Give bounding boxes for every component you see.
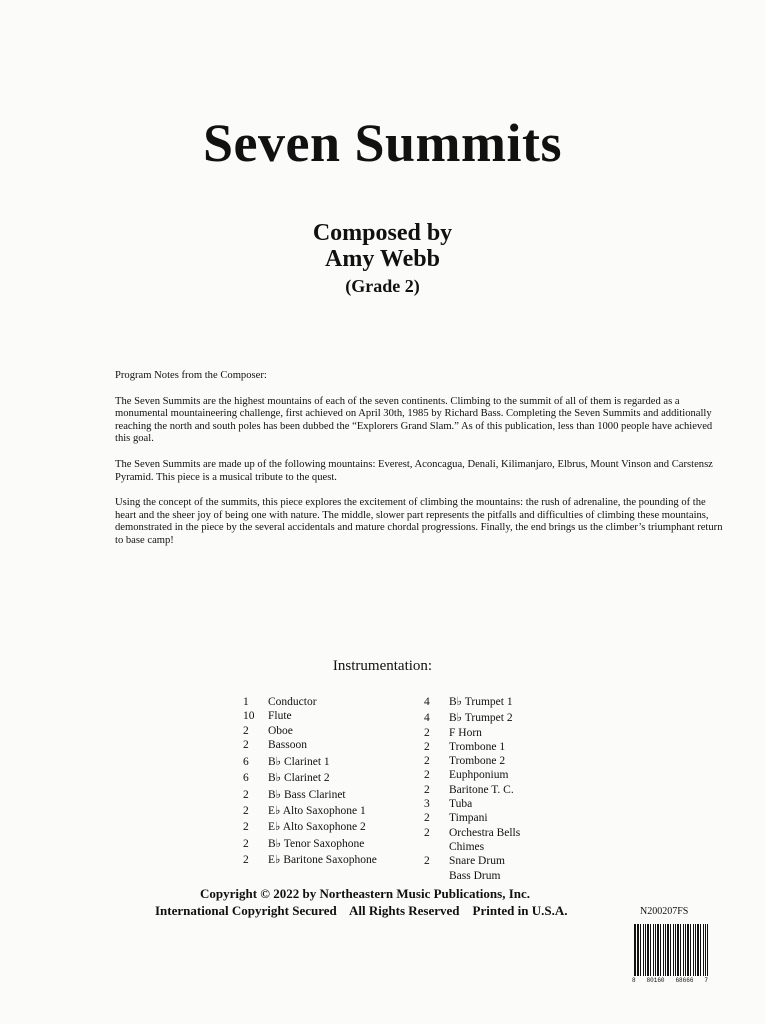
- instrument-row: [424, 797, 520, 811]
- instrument-name: B♭ Clarinet 1: [268, 756, 330, 769]
- instrumentation-heading: Instrumentation:: [332, 658, 433, 674]
- instrument-row: [424, 854, 520, 868]
- instrument-row: [424, 768, 520, 782]
- instrument-row: [243, 853, 377, 867]
- instrument-name: B♭ Tenor Saxophone: [268, 837, 365, 850]
- instrument-quantity: 2: [424, 812, 430, 825]
- instrument-quantity: [424, 869, 449, 883]
- rights-line: International Copyright Secured All Rights Reserved Printed in U.S.A.: [155, 903, 568, 918]
- instrument-quantity: 2: [243, 788, 249, 801]
- instrument-row: [424, 869, 520, 883]
- instrument-quantity: 2: [424, 726, 430, 739]
- instrument-name: E♭ Baritone Saxophone: [268, 853, 377, 866]
- instrument-quantity: 2: [243, 738, 249, 751]
- barcode-digits: [632, 977, 708, 984]
- notes-paragraph: The Seven Summits are made up of the following mountains: Everest, Aconcagua, Denali, Kilimanjaro, Elbrus, Mount Vinson and Carstensz Pyramid. This piece is a musical tribute to the quest.: [115, 458, 713, 483]
- instrument-row: [424, 783, 520, 797]
- instrument-quantity: 2: [243, 853, 249, 866]
- instrument-quantity: 10: [243, 710, 255, 723]
- page-title: Seven Summits: [202, 113, 563, 173]
- instrument-name: Oboe: [268, 724, 293, 737]
- instrument-row: [243, 820, 377, 834]
- copyright-line: Copyright © 2022 by Northeastern Music Publications, Inc.: [200, 886, 531, 901]
- instrument-row: [424, 726, 520, 740]
- instrument-name: Conductor: [268, 696, 317, 708]
- instrument-name: E♭ Alto Saxophone 1: [268, 805, 366, 818]
- notes-paragraph: The Seven Summits are the highest mountains of each of the seven continents. Climbing to the summit of all of them is regarded as a monumental mountaineering challenge, first achieved on April 30th, 1985 by Richard Bass. Completing the Seven Summits and additionally reaching the north and south poles has been dubbed the “Explorers Grand Slam.” As of this publication, less than 1000 people have achieved this goal.: [115, 395, 713, 445]
- instrument-quantity: 4: [424, 696, 430, 708]
- instrument-name: Flute: [268, 710, 292, 723]
- instrument-quantity: 2: [424, 755, 430, 768]
- instrument-quantity: 2: [243, 837, 249, 850]
- instrument-row: [424, 826, 520, 840]
- instrument-quantity: 3: [424, 798, 430, 811]
- instrument-name: F Horn: [449, 726, 482, 739]
- instrument-quantity: 2: [243, 724, 249, 737]
- instrument-row: [243, 804, 377, 818]
- composer-name: Amy Webb: [325, 246, 440, 273]
- instrument-quantity: 2: [424, 826, 430, 839]
- instrument-name: Euphponium: [449, 769, 509, 782]
- instrument-row: [424, 840, 520, 854]
- instrument-row: [424, 711, 520, 725]
- instrument-name: Orchestra Bells: [449, 826, 521, 839]
- barcode-bars: [634, 924, 708, 976]
- instrument-quantity: [424, 840, 449, 854]
- barcode-digit-group: 8: [632, 977, 636, 984]
- instrument-quantity: 4: [424, 712, 430, 725]
- instrument-quantity: 2: [424, 740, 430, 753]
- composed-by-label: Composed by: [312, 220, 453, 246]
- notes-heading: Program Notes from the Composer:: [115, 370, 267, 381]
- instrument-name: Bassoon: [268, 738, 307, 751]
- instrument-quantity: 2: [243, 821, 249, 834]
- instrument-name: B♭ Trumpet 1: [449, 696, 513, 708]
- instrument-quantity: 1: [243, 696, 249, 708]
- instrument-quantity: 6: [243, 772, 249, 785]
- instrument-name: Chimes: [449, 840, 485, 853]
- instrument-name: Trombone 1: [449, 740, 506, 753]
- instrument-name: B♭ Bass Clarinet: [268, 788, 346, 801]
- catalog-number: N200207FS: [640, 906, 689, 917]
- instrument-row: [243, 788, 377, 802]
- instrument-row: [243, 755, 377, 769]
- instrument-list-left: [243, 695, 377, 867]
- barcode: [632, 922, 708, 988]
- instrument-name: Bass Drum: [449, 869, 501, 882]
- instrument-row: [243, 837, 377, 851]
- barcode-digit-group: 7: [704, 977, 708, 984]
- instrument-row: [243, 695, 377, 709]
- barcode-digit-group: 68666: [675, 977, 694, 984]
- instrument-name: B♭ Trumpet 2: [449, 712, 513, 725]
- instrument-name: Baritone T. C.: [449, 783, 514, 796]
- instrument-row: [243, 709, 377, 723]
- instrument-row: [243, 771, 377, 785]
- instrument-quantity: 2: [424, 783, 430, 796]
- instrument-row: [424, 811, 520, 825]
- instrument-name: E♭ Alto Saxophone 2: [268, 821, 366, 834]
- instrument-row: [243, 738, 377, 752]
- instrument-name: Timpani: [449, 812, 488, 825]
- instrument-quantity: 6: [243, 756, 249, 769]
- instrument-row: [243, 724, 377, 738]
- instrument-row: [424, 754, 520, 768]
- instrument-quantity: 2: [243, 805, 249, 818]
- instrument-row: [424, 740, 520, 754]
- grade-level: (Grade 2): [345, 275, 420, 296]
- barcode-digit-group: 80160: [646, 977, 665, 984]
- instrument-name: B♭ Clarinet 2: [268, 772, 330, 785]
- program-notes: [115, 370, 725, 561]
- instrument-name: Trombone 2: [449, 755, 506, 768]
- instrument-list-right: [424, 695, 520, 883]
- instrument-name: Snare Drum: [449, 855, 505, 868]
- instrument-quantity: 2: [424, 855, 430, 868]
- byline: [0, 220, 765, 297]
- instrument-quantity: 2: [424, 769, 430, 782]
- instrument-name: Tuba: [449, 798, 473, 811]
- instrument-row: [424, 695, 520, 709]
- notes-paragraph: Using the concept of the summits, this piece explores the excitement of climbing the mountains: the rush of adrenaline, the pounding of the heart and the sheer joy of being one with nature. The middle, slower part represents the pitfalls and difficulties of climbing these mountains, demonstrated in the piece by the several accidentals and mature chordal progressions. Finally, the end brings us the climber’s triumphant return to base camp!: [115, 497, 723, 546]
